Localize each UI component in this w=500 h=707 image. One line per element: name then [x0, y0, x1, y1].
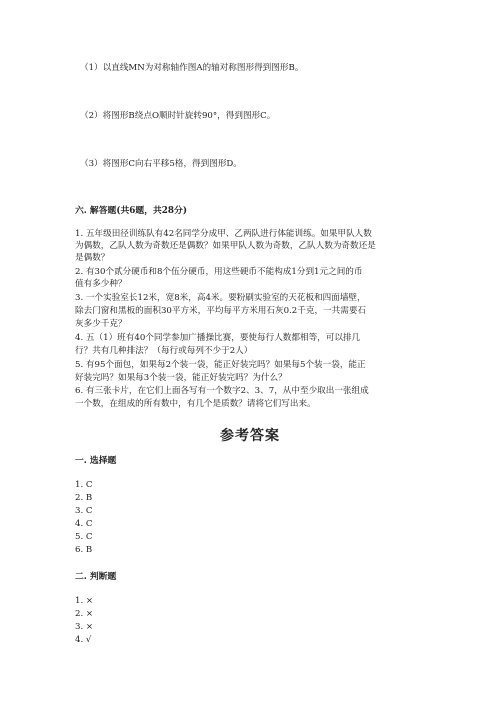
step-1: （1）以直线MN为对称轴作图A的轴对称图形得到图形B。 [80, 63, 304, 73]
problem-line: 好装完吗？如果每3个装一袋，能正好装完吗？为什么？ [75, 373, 287, 383]
problem-line: 行？共有几种排法？（每行或每列不少于2人） [75, 346, 253, 356]
answer-item: 1. × [75, 596, 94, 606]
problem-line: 5. 有95个面包，如果每2个装一袋，能正好装完吗？如果每5个装一袋，能正 [75, 360, 366, 370]
answer-item: 2. B [75, 493, 93, 503]
problem-line: 3. 一个实验室长12米，宽8米，高4米。要粉刷实验室的天花板和四面墙壁， [75, 293, 366, 303]
step-2: （2）将图形B绕点O顺时针旋转90°，得到图形C。 [80, 111, 276, 121]
problem-line: 2. 有30个贰分硬币和8个伍分硬币，用这些硬币不能构成1分到1元之间的币 [75, 267, 363, 277]
answer-section-heading: 一. 选择题 [75, 456, 117, 466]
problem-line: 一个数，在组成的所有数中，有几个是质数？请将它们写出来。 [75, 399, 316, 409]
answer-item: 1. C [75, 480, 93, 490]
answer-item: 4. √ [75, 635, 92, 645]
problem-line: 为偶数，乙队人数为奇数还是偶数？如果甲队人数为奇数，乙队人数为奇数还是 [75, 241, 376, 251]
answer-item: 6. B [75, 545, 93, 555]
problem-line: 除去门窗和黑板的面积30平方米，平均每平方米用石灰0.2千克，一共需要石 [75, 306, 367, 316]
answer-item: 3. C [75, 506, 93, 516]
problem-line: 1. 五年级田径训练队有42名同学分成甲、乙两队进行体能训练。如果甲队人数 [75, 229, 372, 239]
answer-section-heading: 二. 判断题 [75, 572, 117, 582]
problem-line: 是偶数？ [75, 253, 110, 263]
answer-item: 5. C [75, 532, 93, 542]
answer-item: 3. × [75, 622, 94, 632]
problem-line: 6. 有三张卡片，在它们上面各写有一个数字2、3、7，从中至少取出一张组成 [75, 386, 369, 396]
step-3: （3）将图形C向右平移5格，得到图形D。 [80, 159, 242, 169]
problem-line: 4. 五（1）班有40个同学参加广播操比赛，要使每行人数都相等，可以排几 [75, 333, 361, 343]
problem-line: 值有多少种？ [75, 279, 127, 289]
section-6-heading: 六. 解答题(共6题，共28分) [75, 206, 187, 216]
problem-line: 灰多少千克？ [75, 319, 127, 329]
answers-title: 参考答案 [220, 428, 280, 444]
answer-item: 4. C [75, 519, 93, 529]
answer-item: 2. × [75, 609, 94, 619]
